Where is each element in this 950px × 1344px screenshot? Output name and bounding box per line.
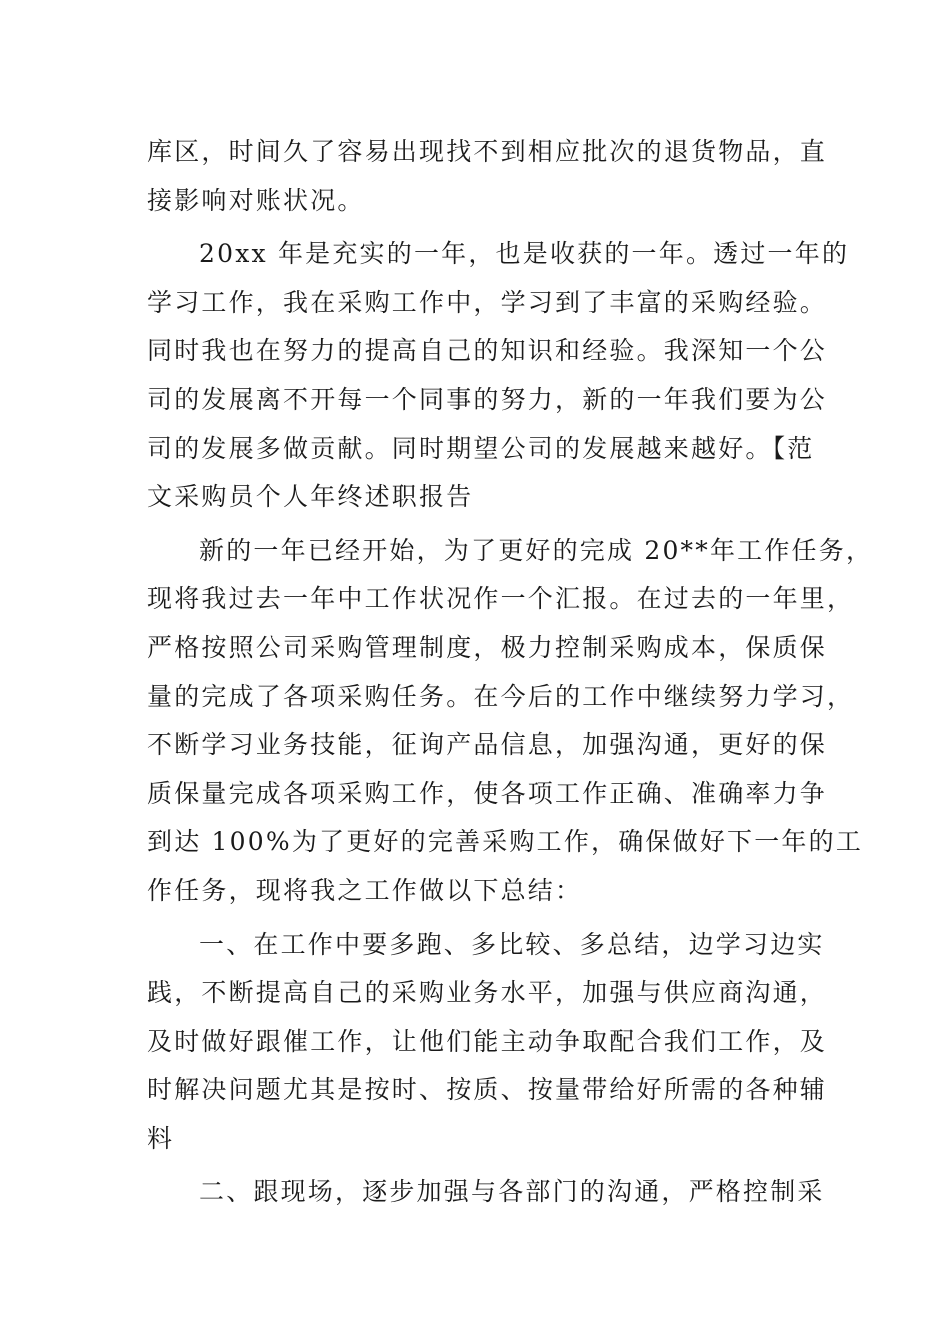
text-line: 文采购员个人年终述职报告: [147, 482, 474, 512]
text-line: 作任务，现将我之工作做以下总结：: [147, 875, 583, 905]
text-line: 量的完成了各项采购任务。在今后的工作中继续努力学习，: [147, 681, 855, 711]
text-line: 20xx 年是充实的一年，也是收获的一年。透过一年的: [199, 239, 850, 269]
paragraph: [147, 527, 874, 916]
text-line: 司的发展多做贡献。同时期望公司的发展越来越好。【范: [147, 433, 815, 463]
text-line: 践，不断提高自己的采购业务水平，加强与供应商沟通，: [147, 978, 828, 1008]
text-line: 料: [147, 1123, 175, 1153]
text-line: 严格按照公司采购管理制度，极力控制采购成本，保质保: [147, 632, 828, 662]
text-line: 及时做好跟催工作，让他们能主动争取配合我们工作，及: [147, 1026, 828, 1056]
text-line: 司的发展离不开每一个同事的努力，新的一年我们要为公: [147, 384, 828, 414]
text-line: 库区，时间久了容易出现找不到相应批次的退货物品，直: [147, 137, 828, 166]
text-line: 接影响对账状况。: [147, 185, 365, 215]
text-line: 现将我过去一年中工作状况作一个汇报。在过去的一年里，: [147, 584, 855, 614]
paragraph: [147, 230, 850, 522]
text-line: 二、跟现场，逐步加强与各部门的沟通，严格控制采: [199, 1177, 825, 1207]
text-line: 新的一年已经开始，为了更好的完成 20**年工作任务，: [199, 535, 874, 565]
document-body: [147, 128, 874, 1217]
paragraph: [147, 128, 828, 225]
paragraph: [147, 1168, 825, 1217]
text-line: 同时我也在努力的提高自己的知识和经验。我深知一个公: [147, 336, 828, 366]
text-line: 一、在工作中要多跑、多比较、多总结，边学习边实: [199, 929, 825, 959]
text-line: 质保量完成各项采购工作，使各项工作正确、准确率力争: [147, 778, 828, 808]
text-line: 时解决问题尤其是按时、按质、按量带给好所需的各种辅: [147, 1075, 828, 1105]
paragraph: [147, 921, 828, 1164]
text-line: 不断学习业务技能，征询产品信息，加强沟通，更好的保: [147, 730, 828, 760]
text-line: 学习工作，我在采购工作中，学习到了丰富的采购经验。: [147, 287, 828, 317]
text-line: 到达 100%为了更好的完善采购工作，确保做好下一年的工: [147, 827, 864, 857]
